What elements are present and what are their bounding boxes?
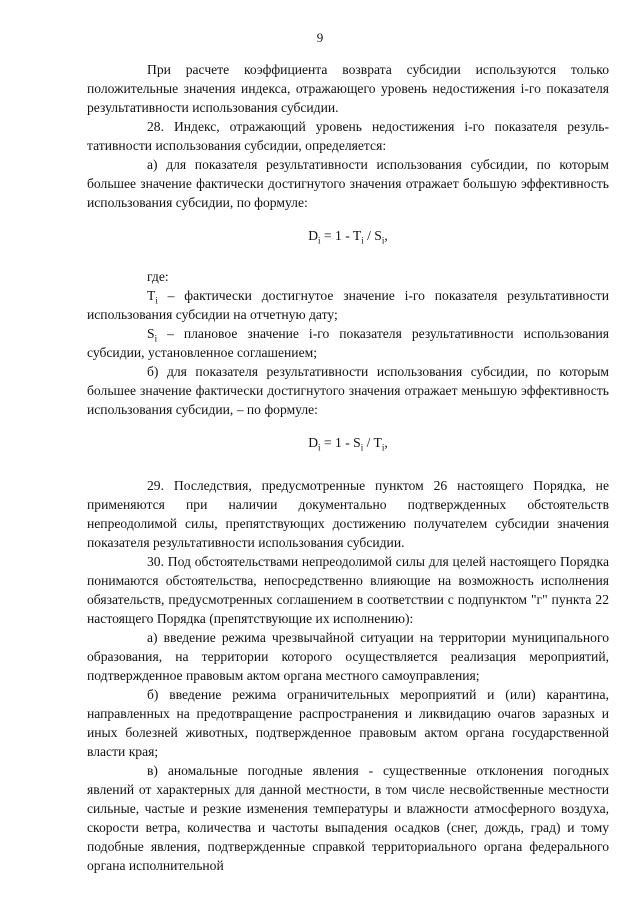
definition-T <box>87 286 609 324</box>
paragraph-30: 30. Под обстоятельствами непреодолимой силы для целей настоящего Порядка понимаются обстоятельства, непосредственно влияющие на возможность исполнения обязательств, предусмотренных соглашением в соответствии с подпунктом "г" пункта 22 настоящего Порядка (препятствующие их исполнению): <box>87 554 609 626</box>
definition-symbol: T <box>147 288 156 303</box>
formula-subscript: i <box>361 235 364 246</box>
formula-subscript: i <box>318 442 321 453</box>
paragraph-30-v: в) аномальные погодные явления - существенные отклонения погодных явлений от характерных для данной местности, в том числе несвойственные местности сильные, частые и резкие изменения температуры и влажности атмосферного воздуха, скорости ветра, количества и частоты выпадения осадков (снег, дождь, град) и тому подобные явления, подтвержденные справкой территориального органа федерального органа исполнительной <box>87 763 609 873</box>
paragraph-30-a: а) введение режима чрезвычайной ситуации на территории муниципального образования, на территории которого осуществляется реализация мероприятий, подтвержденное правовым актом органа местного самоуправления; <box>87 630 609 683</box>
formula-symbol: T <box>352 228 362 243</box>
formula-subscript: i <box>360 442 364 453</box>
definition-subscript: i <box>154 333 158 344</box>
paragraph-28: 28. Индекс, отражающий уровень недостижения i-го показателя результативности использования субсидии, определяется: <box>87 119 609 153</box>
formula-symbol: S <box>374 228 382 243</box>
formula-symbol: T <box>373 435 382 450</box>
definition-S <box>87 324 609 362</box>
formula-symbol: D <box>308 435 319 450</box>
formula-direct <box>87 226 609 245</box>
definition-subscript: i <box>155 295 158 306</box>
definition-symbol: S <box>147 326 155 341</box>
formula-symbol: D <box>308 228 319 243</box>
formula-subscript: i <box>381 442 385 453</box>
formula-subscript: i <box>318 235 321 246</box>
formula-operator: = 1 - <box>320 228 353 243</box>
paragraph-29: 29. Последствия, предусмотренные пунктом 26 настоящего Порядка, не применяются при наличии документально подтвержденных обстоятельств непреодолимой силы, препятствующих достижению получателем субсидии значения показателя результативности использования субсидии. <box>87 478 609 550</box>
paragraph-28-a: а) для показателя результативности использования субсидии, по которым большее значение фактически достигнутого значения отражает большую эффективность использования субсидии, по формуле: <box>87 157 609 210</box>
formula-punctuation: , <box>384 435 388 450</box>
paragraph-28-b: б) для показателя результативности использования субсидии, по которым большее значение фактически достигнутого значения отражает меньшую эффективность использования субсидии, – по формуле: <box>87 364 609 417</box>
definition-text: – плановое значение i-го показателя результативности использования субсидии, установленное соглашением; <box>87 326 609 360</box>
paragraph-30-b: б) введение режима ограничительных мероприятий и (или) карантина, направленных на предотвращение распространения и ликвидацию очагов заразных и иных болезней животных, подтвержденное правовым актом органа государственной власти края; <box>87 687 609 759</box>
formula-operator: / <box>363 435 374 450</box>
formula-operator: = 1 - <box>320 435 354 450</box>
formula-subscript: i <box>381 235 385 246</box>
formula-inverse <box>87 433 609 452</box>
page-number: 9 <box>316 30 324 45</box>
document-body <box>87 60 609 875</box>
paragraph-positive-values: При расчете коэффициента возврата субсидии используются только положительные значения индекса, отражающего уровень недостижения i-го показателя результативности использования субсидии. <box>87 62 609 115</box>
definition-text: – фактически достигнутое значение i-го показателя результативности использования субсидии на отчетную дату; <box>87 288 609 322</box>
formula-punctuation: , <box>384 228 388 243</box>
paragraph-where: где: <box>147 269 169 284</box>
formula-operator: / <box>363 228 375 243</box>
formula-symbol: S <box>353 435 361 450</box>
